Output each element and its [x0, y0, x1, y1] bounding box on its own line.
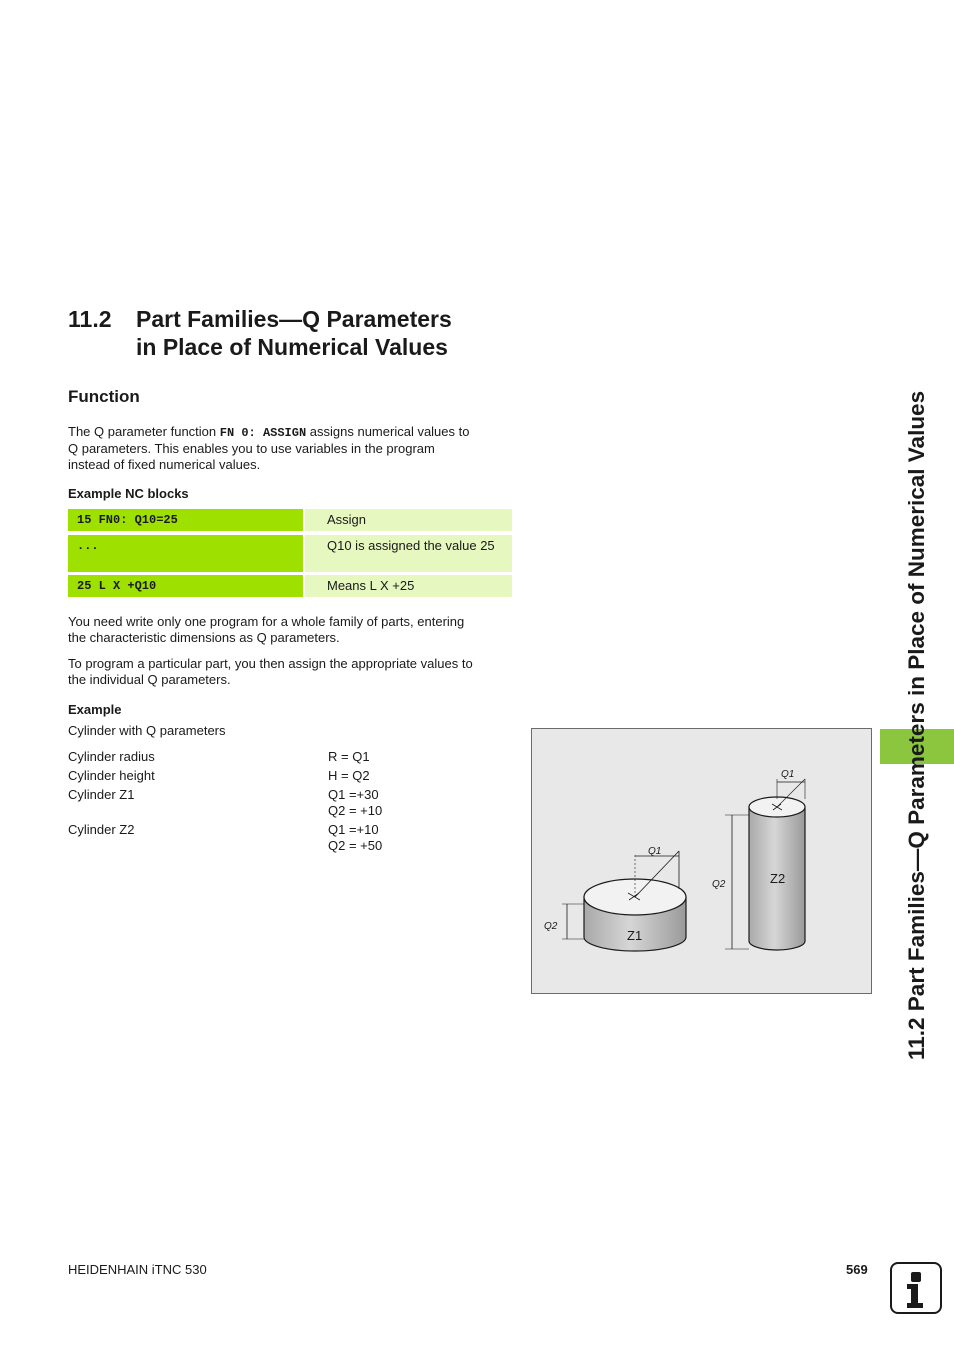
z2-q2-label: Q2 — [712, 879, 726, 890]
nc-desc-cell: Means L X +25 — [305, 575, 512, 597]
subheading-function: Function — [68, 387, 140, 406]
z1-q1-label: Q1 — [648, 846, 662, 857]
example-row-label: Cylinder height — [68, 768, 155, 783]
intro-paragraph — [68, 424, 516, 473]
nc-code-cell: 15 FN0: Q10=25 — [68, 509, 303, 531]
assign-paragraph: To program a particular part, you then assign the appropriate values to the individual Q parameters. — [68, 656, 473, 687]
nc-code-cell: ... — [68, 535, 303, 572]
info-icon-dot — [911, 1272, 921, 1282]
nc-code-cell: 25 L X +Q10 — [68, 575, 303, 597]
footer-product: HEIDENHAIN iTNC 530 — [68, 1262, 207, 1277]
z1-q2-label: Q2 — [544, 921, 558, 932]
example-row-value: Q2 = +10 — [328, 803, 383, 818]
example-row-value: R = Q1 — [328, 749, 370, 764]
cylinder-z1 — [562, 851, 686, 951]
example-row-value: H = Q2 — [328, 768, 370, 783]
info-icon — [890, 1262, 942, 1314]
section-number: 11.2 — [68, 306, 112, 332]
family-paragraph: You need write only one program for a whole family of parts, entering the characteristic dimensions as Q parameters. — [68, 614, 465, 645]
fn0-code: FN 0: ASSIGN — [219, 426, 307, 440]
example-row-value: Q1 =+30 — [328, 787, 379, 802]
example-row-label: Cylinder radius — [68, 749, 155, 764]
section-title-line-2: in Place of Numerical Values — [136, 334, 448, 360]
nc-desc-cell: Assign — [305, 509, 512, 531]
nc-row — [68, 575, 512, 597]
z2-q1-label: Q1 — [781, 769, 795, 780]
example-row-value: Q2 = +50 — [328, 838, 383, 853]
section-title-line-1: Part Families—Q Parameters — [136, 306, 452, 332]
nc-desc-cell: Q10 is assigned the value 25 — [305, 535, 512, 572]
intro-line-2: Q parameters. This enables you to use variables in the program — [68, 441, 435, 456]
example-intro: Cylinder with Q parameters — [68, 723, 226, 738]
page-number: 569 — [846, 1262, 868, 1277]
z2-label: Z2 — [770, 871, 786, 886]
z1-label: Z1 — [627, 928, 643, 943]
cylinder-figure — [531, 728, 872, 994]
example-row-label: Cylinder Z1 — [68, 787, 135, 802]
nc-row — [68, 509, 512, 531]
cylinder-diagram — [532, 729, 873, 995]
intro-line-1: The Q parameter function FN 0: ASSIGN assigns numerical values to — [68, 424, 470, 440]
nc-blocks-label: Example NC blocks — [68, 486, 189, 501]
side-running-title: 11.2 Part Families—Q Parameters in Place of Numerical Values — [904, 390, 929, 1060]
example-row-value: Q1 =+10 — [328, 822, 379, 837]
info-icon-stem — [907, 1284, 923, 1308]
example-row-label: Cylinder Z2 — [68, 822, 135, 837]
nc-row — [68, 535, 512, 572]
cylinder-z2 — [725, 779, 805, 950]
intro-line-3: instead of fixed numerical values. — [68, 457, 261, 472]
example-label: Example — [68, 702, 122, 717]
